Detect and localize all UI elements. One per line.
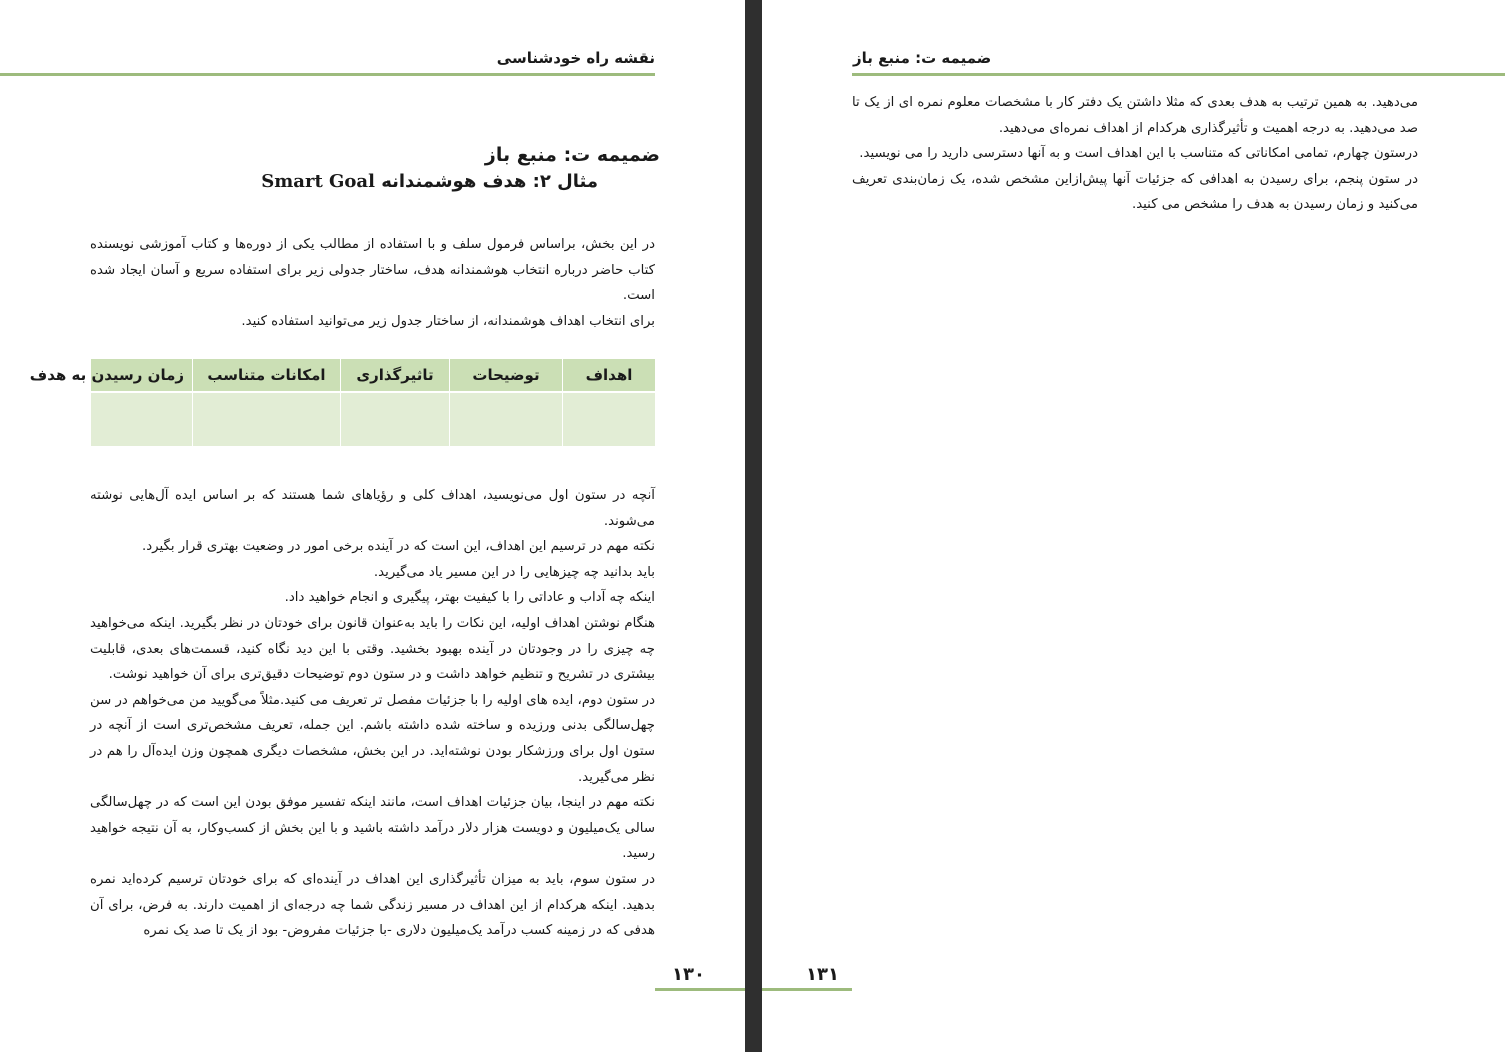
right-page [762,0,1505,1052]
footer-rule-left [655,988,745,991]
table-cell-empty [91,392,193,446]
table-cell-empty [563,392,656,446]
header-rule-left [0,73,655,76]
intro-text [90,232,655,334]
footer-rule-right [762,988,852,991]
table-cell-empty [341,392,450,446]
body-paragraph: در ستون دوم، ایده های اولیه را با جزئیات مفصل تر تعریف می کنید.مثلاً می‌گویید من می‌خواهم در سن چهل‌سالگی بدنی ورزیده و ساخته شده داشته باشم. این جمله، تعریف مشخص‌تری است از آنچه در ستون اول برای ورزشکار بودن نوشته‌اید. در این بخش، مشخصات دیگری همچون وزن ایده‌آل را هم در نظر می‌گیرید. [90,692,655,785]
running-head-left: نقشه راه خودشناسی [496,49,655,67]
section-title: ضمیمه ت: منبع باز [484,144,660,166]
table-cell-empty [193,392,341,446]
body-paragraph: اینکه چه آداب و عاداتی را با کیفیت بهتر، پیگیری و انجام خواهید داد. [284,590,655,606]
table-header-resources: امکانات متناسب [193,359,341,392]
intro-paragraph: برای انتخاب اهداف هوشمندانه، از ساختار جدول زیر می‌توانید استفاده کنید. [241,313,655,329]
page-number-right: ۱۳۱ [806,964,839,985]
table-header-goals: اهداف [563,359,656,392]
table-header-deadline: زمان رسیدن به هدف [91,359,193,392]
body-paragraph: در ستون پنجم، برای رسیدن به اهدافی که جزئیات آنها پیش‌ازاین مشخص شده، یک زمان‌بندی تعریف می‌کنید و زمان رسیدن به هدف را مشخص می کنید. [852,171,1418,213]
body-paragraph: آنچه در ستون اول می‌نویسید، اهداف کلی و رؤیاهای شما هستند که بر اساس ایده آل‌هایی نوشته می‌شوند. [90,488,655,529]
body-paragraph: می‌دهید. به همین ترتیب به هدف بعدی که مثلا داشتن یک دفتر کار با مشخصات معلوم نمره ای از یک تا صد می‌دهید. به درجه اهمیت و تأثیرگذاری هرکدام از اهداف نمره‌ای می‌دهید. [852,95,1418,136]
table-header-row [91,359,656,392]
example-title-persian: مثال ۲: هدف هوشمندانه [381,171,598,192]
body-paragraph: درستون چهارم، تمامی امکاناتی که متناسب با این اهداف است و به آنها دسترسی دارید را می نویسید. [859,146,1418,162]
example-title-latin: Smart Goal [261,171,375,192]
body-paragraph: باید بدانید چه چیزهایی را در این مسیر یاد می‌گیرید. [373,564,655,580]
book-spine [745,0,762,1052]
intro-paragraph: در این بخش، براساس فرمول سلف و با استفاده از مطالب یکی از دوره‌ها و کتاب آموزشی نویسنده کتاب حاضر درباره انتخاب هوشمندانه هدف، ساختار جدولی زیر برای استفاده سریع و آسان ایجاد شده است. [90,237,655,304]
body-text-right [852,90,1418,218]
left-page [0,0,745,1052]
page-number-left: ۱۳۰ [672,964,705,985]
body-text-left [90,483,655,944]
table-header-descriptions: توضیحات [450,359,563,392]
body-paragraph: در ستون سوم، باید به میزان تأثیرگذاری این اهداف در آینده‌ای که برای خودتان ترسیم کرده‌اید نمره بدهید. اینکه هرکدام از این اهداف در مسیر زندگی شما چه درجه‌ای از اهمیت دارند. به فرض، برای آن هدفی که در زمینه کسب درآمد یک‌میلیون دلاری -با جزئیات مفروض- بود از یک تا صد یک نمره [90,871,655,939]
smart-goal-table [29,359,655,446]
example-title [261,171,598,192]
table-header-impact: تاثیرگذاری [341,359,450,392]
body-paragraph: نکته مهم در ترسیم این اهداف، این است که در آینده برخی امور در وضعیت بهتری قرار بگیرد. [142,539,655,555]
body-paragraph: هنگام نوشتن اهداف اولیه، این نکات را باید به‌عنوان قانون برای خودتان در نظر بگیرید. اینکه می‌خواهید چه چیزی را در وجودتان در آینده بهبود بخشید. وقتی با این دید نگاه کنید، قسمت‌های بعدی، قابلیت بیشتری در تشریح و تنظیم خواهد داشت و در ستون دوم توضیحات دقیق‌تری برای آن خواهید نوشت. [90,615,655,683]
body-paragraph: نکته مهم در اینجا، بیان جزئیات اهداف است، مانند اینکه تفسیر موفق بودن این است که در چهل‌سالگی سالی یک‌میلیون و دویست هزار دلار درآمد داشته باشید و با این بخش از کسب‌وکار، به آن نتیجه خواهید رسید. [90,795,655,862]
table-row [91,392,656,446]
running-head-right: ضمیمه ت: منبع باز [853,49,992,67]
header-rule-right [852,73,1505,76]
table-cell-empty [450,392,563,446]
